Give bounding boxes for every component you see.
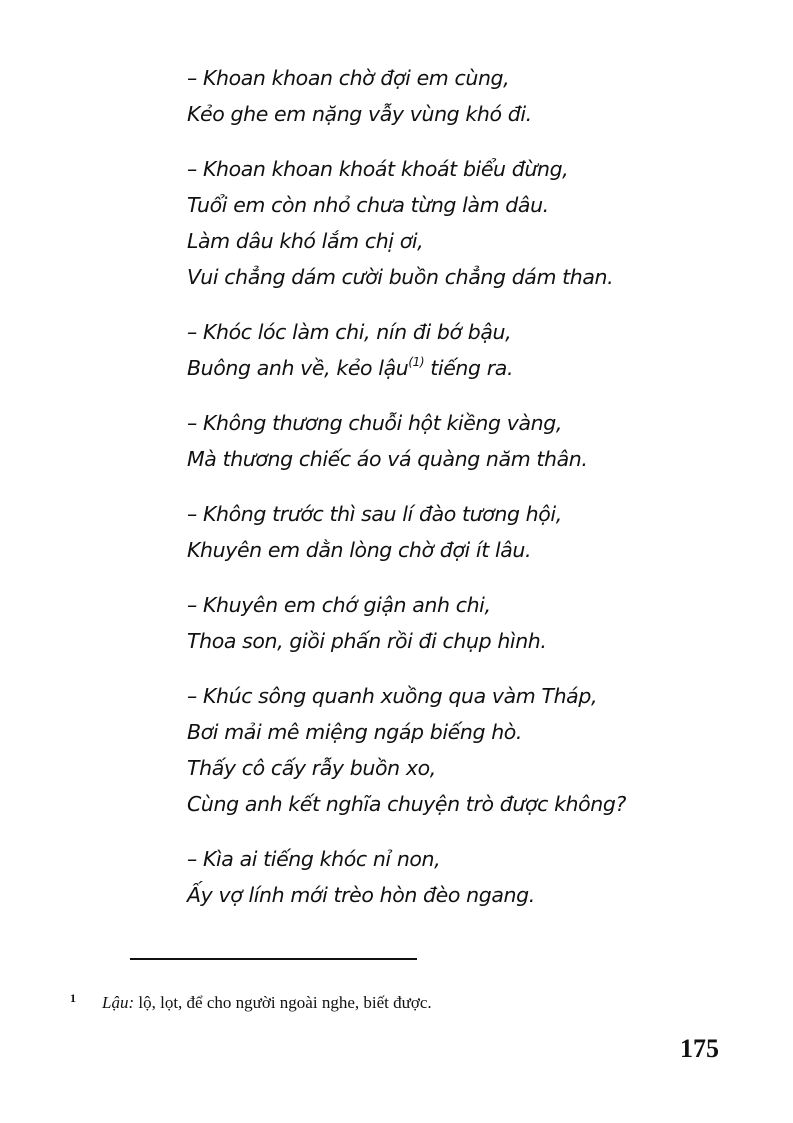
stanza-3	[187, 314, 747, 386]
stanza-2	[187, 151, 747, 295]
footnote	[70, 986, 432, 1015]
poem-line: Thoa son, giồi phấn rồi đi chụp hình.	[187, 629, 547, 653]
stanza-5	[187, 496, 747, 568]
poem-line: – Khuyên em chớ giận anh chi,	[187, 593, 491, 617]
poem-line: Ấy vợ lính mới trèo hòn đèo ngang.	[187, 883, 535, 907]
footnote-number: 1	[70, 991, 76, 1005]
poem-line: – Không thương chuỗi hột kiềng vàng,	[187, 411, 562, 435]
poem-line: Cùng anh kết nghĩa chuyện trò được không?	[187, 792, 626, 816]
stanza-7	[187, 678, 747, 822]
poem-line: Làm dâu khó lắm chị ơi,	[187, 229, 424, 253]
stanza-4	[187, 405, 747, 477]
poem-line: Tuổi em còn nhỏ chưa từng làm dâu.	[187, 193, 549, 217]
poem-line: – Khoan khoan chờ đợi em cùng,	[187, 66, 510, 90]
poem-line: Thấy cô cấy rẫy buồn xo,	[187, 756, 436, 780]
poem-line: – Không trước thì sau lí đào tương hội,	[187, 502, 562, 526]
poem-line: Mà thương chiếc áo vá quàng năm thân.	[187, 447, 588, 471]
poem-line: – Kìa ai tiếng khóc nỉ non,	[187, 847, 441, 871]
page-number: 175	[680, 1034, 719, 1063]
poem-line	[187, 350, 747, 386]
poem-line: Bơi mải mê miệng ngáp biếng hò.	[187, 720, 523, 744]
footnote-reference: (1)	[408, 355, 425, 369]
poem-line: – Khóc lóc làm chi, nín đi bớ bậu,	[187, 320, 512, 344]
poem-line: – Khoan khoan khoát khoát biểu đừng,	[187, 157, 569, 181]
poem-line: Kẻo ghe em nặng vẫy vùng khó đi.	[187, 102, 532, 126]
poem-line-start: Buông anh về, kẻo lậu	[187, 356, 409, 380]
stanza-1	[187, 60, 747, 132]
stanza-8	[187, 841, 747, 913]
footnote-term: Lậu:	[102, 993, 135, 1012]
stanza-6	[187, 587, 747, 659]
poem-line-end: tiếng ra.	[424, 356, 514, 380]
poem-line: Khuyên em dằn lòng chờ đợi ít lâu.	[187, 538, 532, 562]
poem-line: Vui chẳng dám cười buồn chẳng dám than.	[187, 265, 614, 289]
poem-line: – Khúc sông quanh xuồng qua vàm Tháp,	[187, 684, 598, 708]
footnote-divider	[130, 958, 417, 960]
poem-body	[187, 60, 747, 932]
footnote-text: lộ, lọt, để cho người ngoài nghe, biết được.	[134, 993, 432, 1012]
